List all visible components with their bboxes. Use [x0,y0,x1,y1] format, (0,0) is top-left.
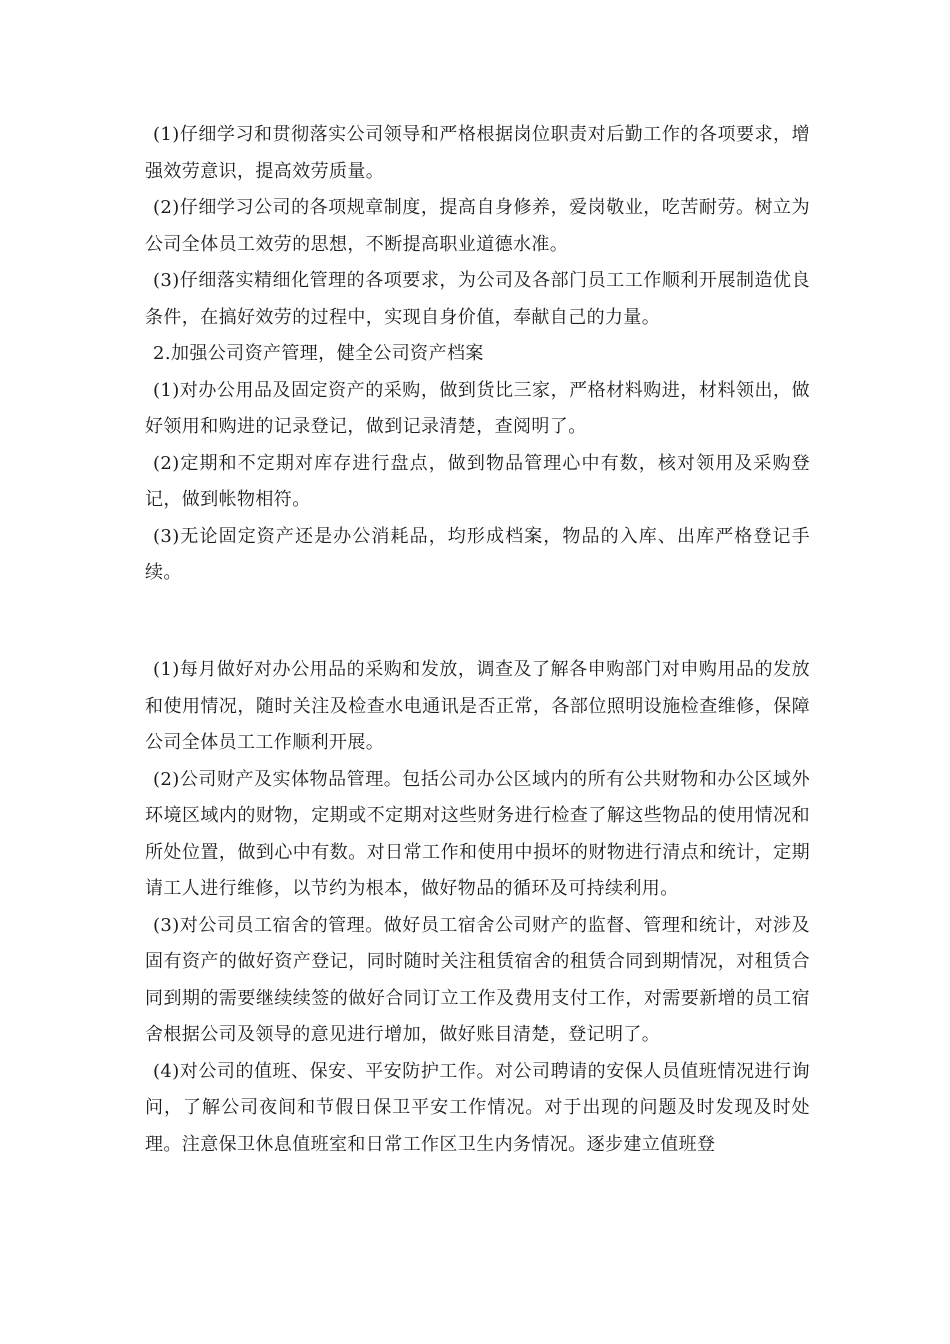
paragraph-text: (3)无论固定资产还是办公消耗品，均形成档案，物品的入库、出库严格登记手续。 [145,525,810,583]
paragraph-text: (2)公司财产及实体物品管理。包括公司办公区域内的所有公共财物和办公区域外环境区域内的财物，定期或不定期对这些财务进行检查了解这些物品的使用情况和所处位置，做到心中有数。对日常工作和使用中损坏的财物进行清点和统计，定期请工人进行维修，以节约为根本，做好物品的循环及可持续利用。 [145,768,810,899]
paragraph-text: (1)每月做好对办公用品的采购和发放，调查及了解各申购部门对申购用品的发放和使用情况，随时关注及检查水电通讯是否正常，各部位照明设施检查维修，保障公司全体员工工作顺利开展。 [145,659,810,753]
paragraph-text: (2)仔细学习公司的各项规章制度，提高自身修养，爱岗敬业，吃苦耐劳。树立为公司全体员工效劳的思想，不断提高职业道德水准。 [145,197,810,255]
paragraph-text: (1)仔细学习和贯彻落实公司领导和严格根据岗位职责对后勤工作的各项要求，增强效劳意识，提高效劳质量。 [145,124,810,182]
paragraph-text: (1)对办公用品及固定资产的采购，做到货比三家，严格材料购进，材料领出，做好领用和购进的记录登记，做到记录清楚，查阅明了。 [145,379,810,437]
paragraph [145,190,810,263]
paragraph-text: (2)定期和不定期对库存进行盘点，做到物品管理心中有数，核对领用及采购登记，做到帐物相符。 [145,452,810,510]
paragraph-text: (4)对公司的值班、保安、平安防护工作。对公司聘请的安保人员值班情况进行询问，了解公司夜间和节假日保卫平安工作情况。对于出现的问题及时发现及时处理。注意保卫休息值班室和日常工作区卫生内务情况。逐步建立值班登 [145,1060,810,1155]
paragraph [145,117,810,190]
paragraph [145,908,810,1054]
section-heading [145,336,810,373]
paragraph [145,446,810,519]
paragraph [145,519,810,592]
paragraph [145,373,810,446]
paragraph [145,1054,810,1164]
section-asset-and-service [145,117,810,592]
paragraph [145,652,810,762]
paragraph [145,762,810,908]
paragraph-text: (3)仔细落实精细化管理的各项要求，为公司及各部门员工工作顺利开展制造优良条件，在搞好效劳的过程中，实现自身价值，奉献自己的力量。 [145,270,810,328]
paragraph-text: (3)对公司员工宿舍的管理。做好员工宿舍公司财产的监督、管理和统计，对涉及固有资产的做好资产登记，同时随时关注租赁宿舍的租赁合同到期情况，对租赁合同到期的需要继续续签的做好合同订立工作及费用支付工作，对需要新增的员工宿舍根据公司及领导的意见进行增加，做好账目清楚，登记明了。 [145,914,810,1045]
section-heading-text: 2.加强公司资产管理，健全公司资产档案 [153,343,484,364]
section-logistics-management [145,652,810,1163]
paragraph [145,263,810,336]
